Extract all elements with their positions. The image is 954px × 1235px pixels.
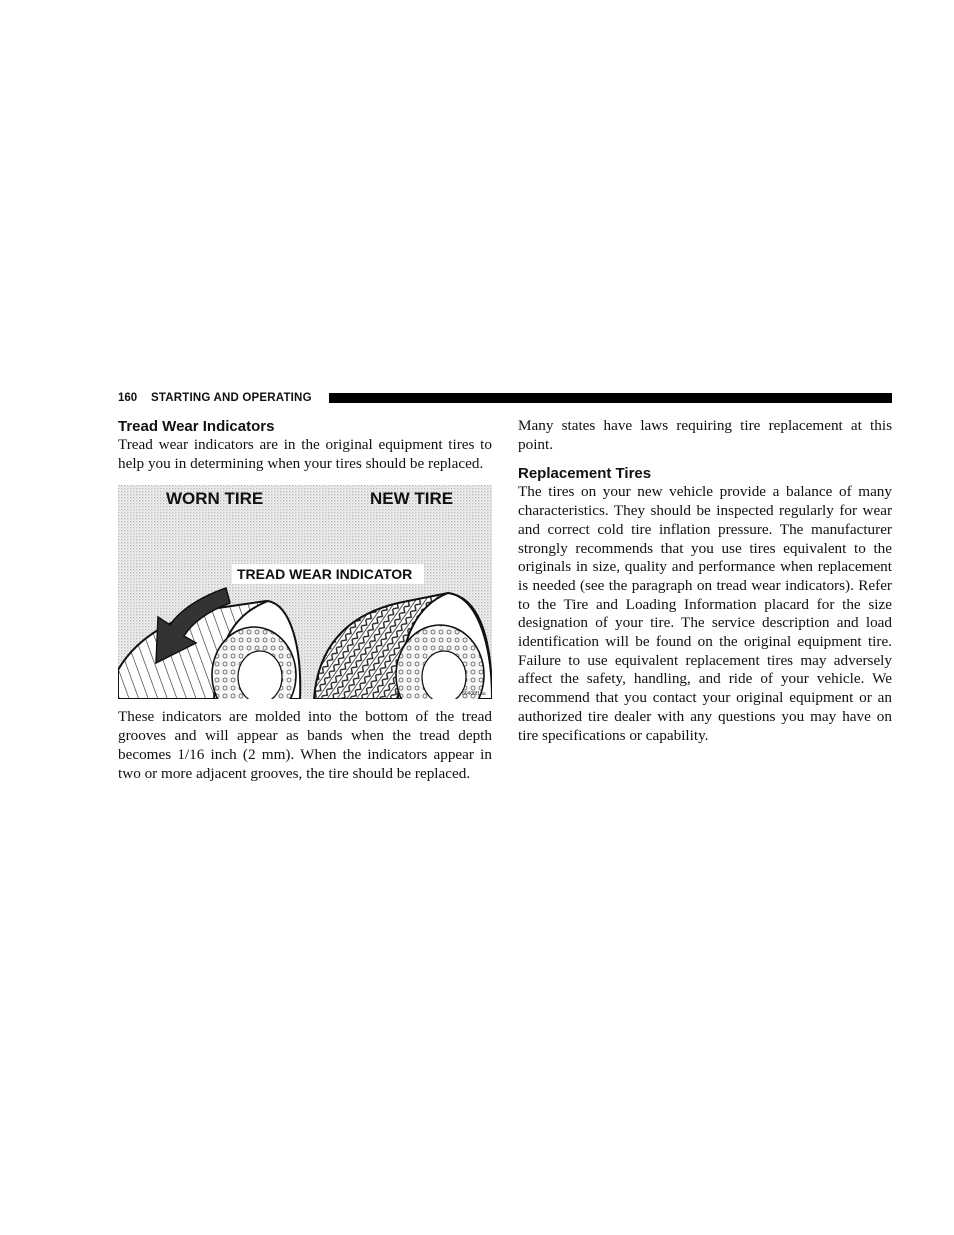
tread-wear-heading: Tread Wear Indicators	[118, 418, 275, 435]
worn-tire-label: WORN TIRE	[166, 489, 264, 509]
replacement-tires-body: The tires on your new vehicle provide a balance of many characteristics. They should be inspected regularly for wear and correct cold tire inflation pressure. The manufacturer strongly recommends that you use tires equivalent to the originals in size, quality and performance when replacement is needed (see the paragraph on tread wear indicators). Refer to the Tire and Loading Information placard for the size designation of your tire. The service description and load identification will be found on the original equipment tire. Failure to use equivalent replacement tires may adversely affect the safety, handling, and ride of your vehicle. We recommend that you contact your original equipment or an authorized tire dealer with any questions you may have on tire specifications or capability.	[518, 483, 892, 744]
page-header	[118, 390, 892, 406]
tire-illustration	[118, 485, 492, 699]
right-column	[518, 417, 892, 745]
tread-wear-intro: Tread wear indicators are in the original equipment tires to help you in determining when your tires should be replaced.	[118, 436, 492, 472]
page-number: 160	[118, 392, 138, 404]
tread-wear-body: These indicators are molded into the bottom of the tread grooves and will appear as bands when the tread depth becomes 1/16 inch (2 mm). When the indicators appear in two or more adjacent grooves, the tire should be replaced.	[118, 708, 492, 782]
left-column	[118, 417, 492, 783]
replacement-tires-heading: Replacement Tires	[518, 465, 652, 483]
figure-code: 80408f1aa	[462, 691, 486, 698]
header-bar	[329, 393, 892, 403]
new-tire-label: NEW TIRE	[370, 489, 454, 509]
tread-wear-figure	[118, 485, 492, 699]
section-title: STARTING AND OPERATING	[151, 392, 312, 404]
replacement-intro: Many states have laws requiring tire replacement at this point.	[518, 417, 892, 453]
tread-wear-indicator-label: TREAD WEAR INDICATOR	[237, 566, 413, 583]
